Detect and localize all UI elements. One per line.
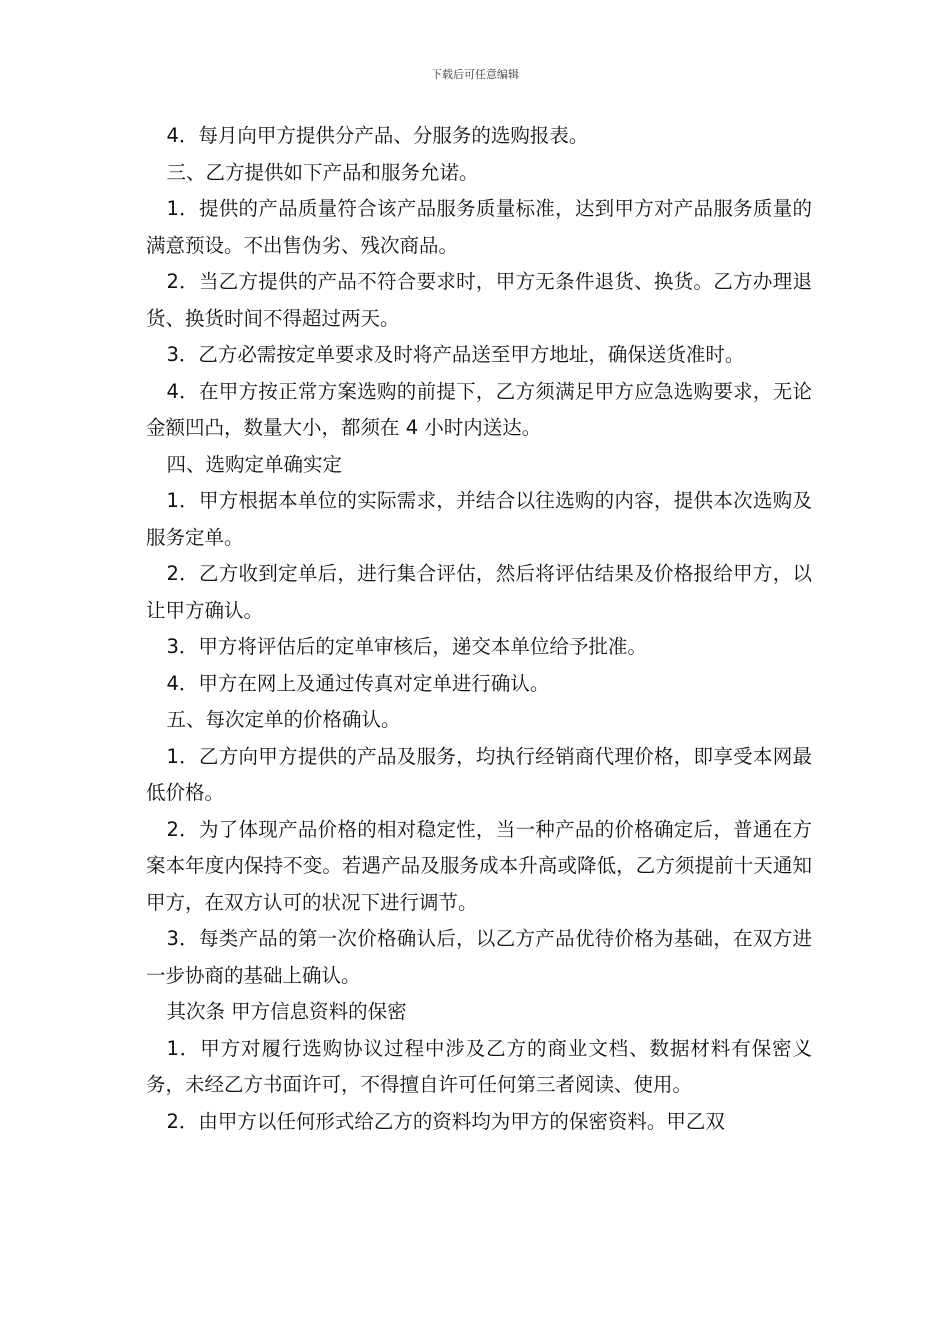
section-heading: 四、选购定单确实定	[166, 452, 342, 476]
paragraph: 2．乙方收到定单后，进行集合评估，然后将评估结果及价格报给甲方，以让甲方确认。	[146, 562, 812, 622]
page-header: 下载后可任意编辑	[431, 68, 519, 81]
document-body	[146, 118, 812, 1140]
paragraph: 1．提供的产品质量符合该产品服务质量标准，达到甲方对产品服务质量的满意预设。不出售伪劣、残次商品。	[146, 197, 812, 257]
paragraph: 4．在甲方按正常方案选购的前提下，乙方须满足甲方应急选购要求，无论金额凹凸，数量大小，都须在 4 小时内送达。	[146, 379, 812, 439]
paragraph: 1．甲方对履行选购协议过程中涉及乙方的商业文档、数据材料有保密义务，未经乙方书面许可，不得擅自许可任何第三者阅读、使用。	[146, 1036, 812, 1096]
paragraph: 1．乙方向甲方提供的产品及服务，均执行经销商代理价格，即享受本网最低价格。	[146, 744, 812, 804]
section-heading: 三、乙方提供如下产品和服务允诺。	[166, 160, 479, 184]
paragraph: 4．甲方在网上及通过传真对定单进行确认。	[166, 671, 550, 695]
section-heading: 五、每次定单的价格确认。	[166, 708, 401, 731]
paragraph: 2．当乙方提供的产品不符合要求时，甲方无条件退货、换货。乙方办理退货、换货时间不得超过两天。	[146, 270, 812, 330]
paragraph: 3．乙方必需按定单要求及时将产品送至甲方地址，确保送货准时。	[166, 343, 745, 366]
paragraph: 3．每类产品的第一次价格确认后，以乙方产品优待价格为基础，在双方进一步协商的基础上确认。	[146, 927, 812, 987]
paragraph: 2．为了体现产品价格的相对稳定性，当一种产品的价格确定后，普通在方案本年度内保持不变。若遇产品及服务成本升高或降低，乙方须提前十天通知甲方，在双方认可的状况下进行调节。	[146, 817, 812, 914]
paragraph: 2．由甲方以任何形式给乙方的资料均为甲方的保密资料。甲乙双	[166, 1109, 725, 1133]
paragraph: 1．甲方根据本单位的实际需求，并结合以往选购的内容，提供本次选购及服务定单。	[146, 489, 812, 549]
paragraph: 3．甲方将评估后的定单审核后，递交本单位给予批准。	[166, 635, 647, 658]
section-heading: 其次条 甲方信息资料的保密	[166, 1000, 407, 1023]
paragraph: 4．每月向甲方提供分产品、分服务的选购报表。	[166, 124, 589, 147]
